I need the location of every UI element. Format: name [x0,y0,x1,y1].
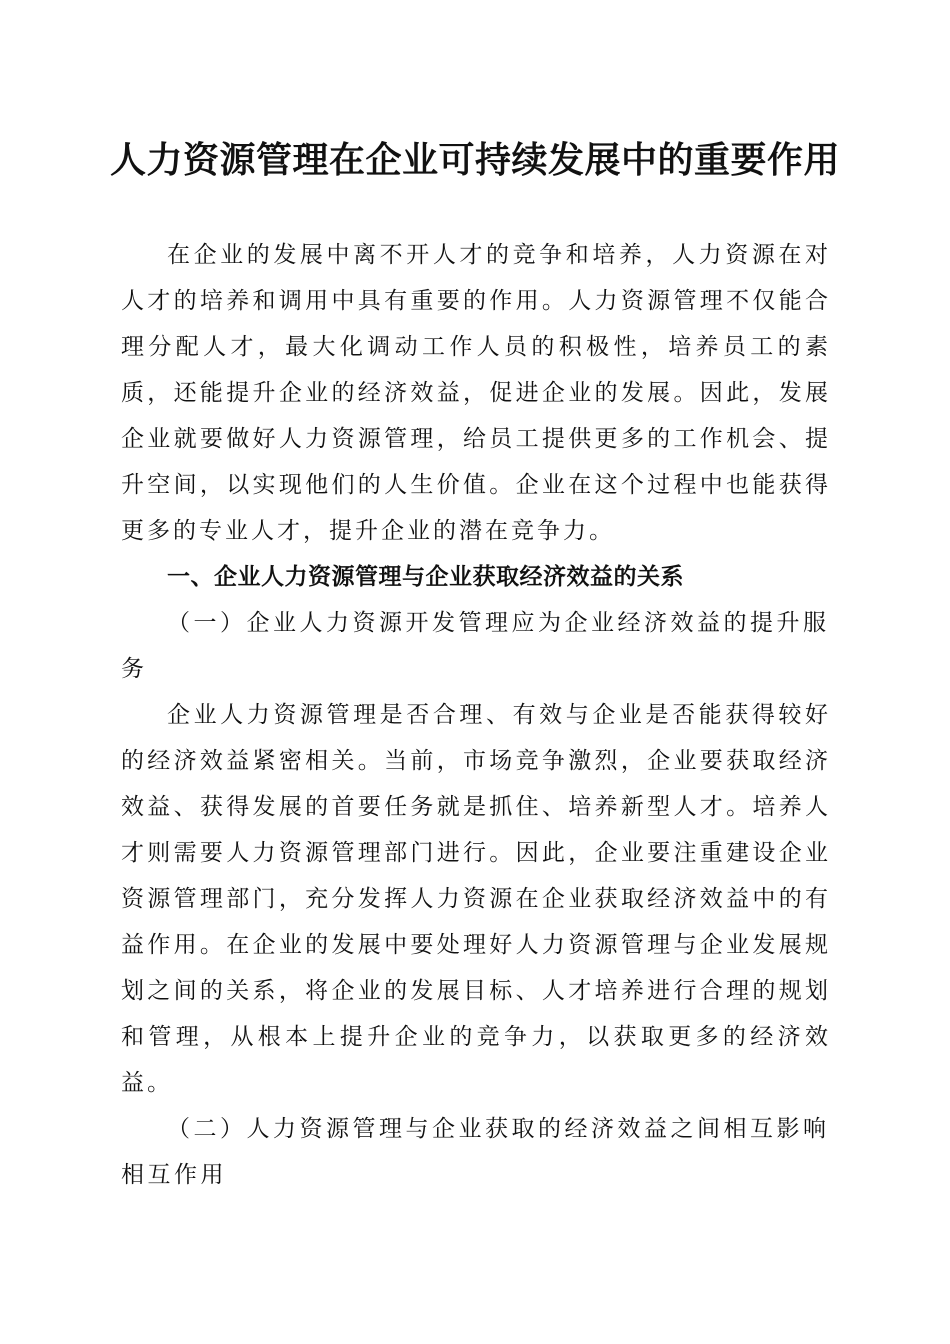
subsection-heading-1: （一）企业人力资源开发管理应为企业经济效益的提升服务 [121,610,830,682]
document-body [121,232,831,1198]
section-paragraph-1: 企业人力资源管理是否合理、有效与企业是否能获得较好的经济效益紧密相关。当前，市场竞争激烈，企业要获取经济效益、获得发展的首要任务就是抓住、培养新型人才。培养人才则需要人力资源管理部门进行。因此，企业要注重建设企业资源管理部门，充分发挥人力资源在企业获取经济效益中的有益作用。在企业的发展中要处理好人力资源管理与企业发展规划之间的关系，将企业的发展目标、人才培养进行合理的规划和管理，从根本上提升企业的竞争力，以获取更多的经济效益。 [121,702,831,1096]
intro-paragraph: 在企业的发展中离不开人才的竞争和培养，人力资源在对人才的培养和调用中具有重要的作用。人力资源管理不仅能合理分配人才，最大化调动工作人员的积极性，培养员工的素质，还能提升企业的经济效益，促进企业的发展。因此，发展企业就要做好人力资源管理，给员工提供更多的工作机会、提升空间，以实现他们的人生价值。企业在这个过程中也能获得更多的专业人才，提升企业的潜在竞争力。 [121,242,831,544]
subsection-heading-2: （二）人力资源管理与企业获取的经济效益之间相互影响相互作用 [121,1116,830,1188]
document-title: 人力资源管理在企业可持续发展中的重要作用 [109,140,840,181]
section-heading-1: 一、企业人力资源管理与企业获取经济效益的关系 [167,564,684,590]
